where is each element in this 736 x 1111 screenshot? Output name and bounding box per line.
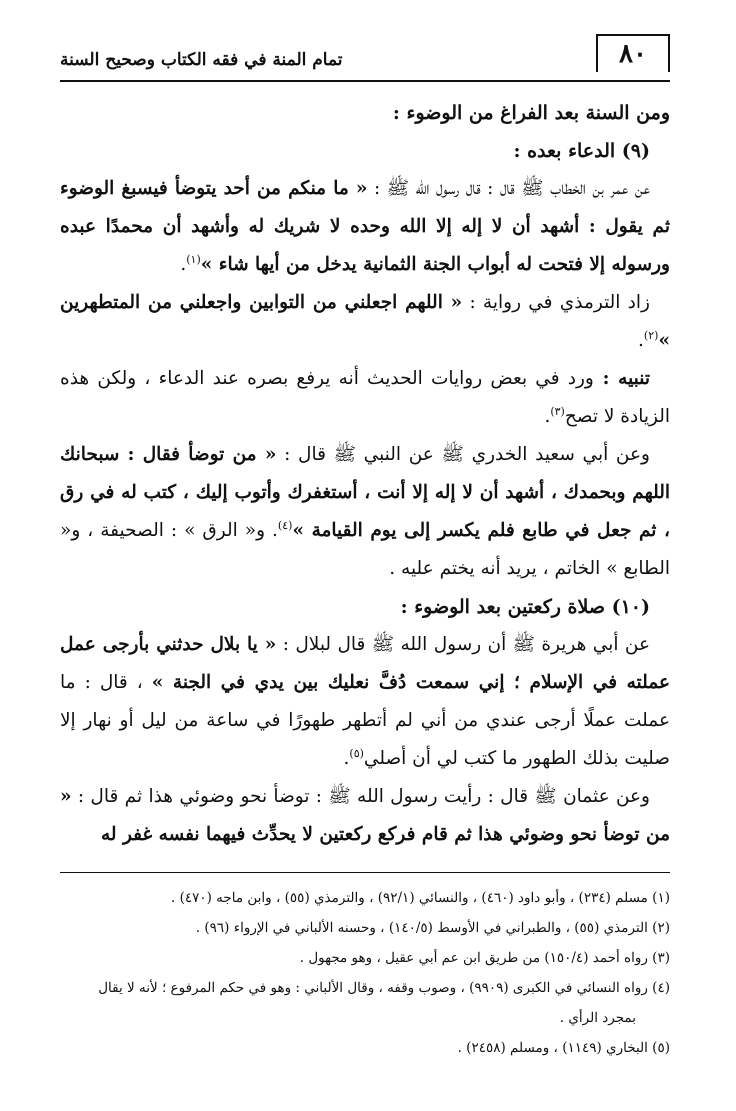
paragraph-abu-hurayra-hadith: عن أبي هريرة ﷺ أن رسول الله ﷺ قال لبلال : « يا بلال حدثني بأرجى عمل عملته في الإسلام ؛ إني سمعت دُفَّ نعليك بين يدي في الجنة » ، قال : ما عملت عملًا أرجى عندي من أني لم أتطهر طهورًا في ساعة من ليل أو نهار إلا صليت بذلك الطهور ما كتب لي أن أصلي$^{(٥)}$. [60, 634, 670, 769]
footnote-4: (٤) رواه النسائي في الكبرى (٩٩٠٩) ، وصوب وقفه ، وقال الألباني : وهو في حكم المرفوع ؛ لأنه لا يقال [98, 980, 670, 996]
footnote-ref-1[interactable]: (١) [186, 252, 201, 266]
heading-two-rakat: (١٠) صلاة ركعتين بعد الوضوء : [400, 596, 650, 618]
footnote-5: (٥) البخاري (١١٤٩) ، ومسلم (٢٤٥٨) . [457, 1040, 670, 1056]
hadith-text: « من توضأ فقال : سبحانك اللهم وبحمدك ، أشهد أن لا إله إلا أنت ، أستغفرك وأتوب إليك ، كتب له في رق ، ثم جعل في طابع فلم يكسر إلى يوم القيامة » [60, 444, 670, 541]
heading-dua-after-wudu: (٩) الدعاء بعده : [513, 140, 650, 162]
footnote-3: (٣) رواه أحمد (١٥٠/٤) من طريق ابن عم أبي عقيل ، وهو مجهول . [299, 950, 670, 966]
paragraph-umar-hadith: عن عمر بن الخطاب ﷺ قال : قال رسول الله ﷺ : « ما منكم من أحد يتوضأ فيسبغ الوضوء ثم يقول : أشهد أن لا إله إلا الله وحده لا شريك له وأشهد أن محمدًا عبده ورسوله إلا فتحت له أبواب الجنة الثمانية يدخل من أيها شاء »$^{(١)}$. [60, 178, 670, 275]
paragraph-uthman-hadith [60, 778, 670, 854]
book-title: تمام المنة في فقه الكتاب وصحيح السنة [60, 50, 343, 70]
main-text [60, 94, 670, 854]
hadith-text: « ما منكم من أحد يتوضأ فيسبغ الوضوء ثم يقول : أشهد أن لا إله إلا الله وحده لا شريك له وأشهد أن محمدًا عبده ورسوله إلا فتحت له أبواب الجنة الثمانية يدخل من أيها شاء » [60, 178, 670, 275]
footnote-ref-4[interactable]: (٤) [277, 518, 293, 532]
paragraph-abu-said-hadith [60, 436, 670, 588]
narration-intro: وعن عثمان ﷺ قال : رأيت رسول الله ﷺ : توضأ نحو وضوئي هذا ثم قال : [71, 786, 650, 807]
footnote-ref-2[interactable]: (٢) [643, 328, 659, 342]
note-label: تنبيه : [593, 368, 650, 389]
hadith-text: « من توضأ نحو وضوئي هذا ثم قام فركع ركعتين لا يحدِّث فيهما نفسه غفر له [60, 786, 670, 845]
section-intro: ومن السنة بعد الفراغ من الوضوء : [392, 102, 670, 124]
book-page [60, 30, 670, 1090]
footnote-2: (٢) الترمذي (٥٥) ، والطبراني في الأوسط (١٤٠/٥) ، وحسنه الألباني في الإرواء (٩٦) . [195, 920, 670, 936]
bilal-reply: ، قال : ما عملت عملًا أرجى عندي من أني لم أتطهر طهورًا في ساعة من ليل أو نهار إلا صليت بذلك الطهور ما كتب لي أن أصلي [60, 672, 670, 769]
narration-intro: عن عمر بن الخطاب ﷺ قال : قال رسول الله ﷺ : [367, 178, 650, 199]
paragraph-note: تنبيه : ورد في بعض روايات الحديث أنه يرفع بصره عند الدعاء ، ولكن هذه الزيادة لا تصح$^{(٣)}$. [60, 368, 670, 427]
word-explanation: . و« الرق » : الصحيفة ، و« الطابع » الخاتم ، يريد أنه يختم عليه . [60, 520, 670, 579]
page-header [60, 30, 670, 82]
footnote-4-continued: بمجرد الرأي . [559, 1010, 636, 1026]
paragraph-tirmidhi-addition: زاد الترمذي في رواية : « اللهم اجعلني من التوابين واجعلني من المتطهرين »$^{(٢)}$. [60, 292, 670, 351]
hadith-text: « يا بلال حدثني بأرجى عمل عملته في الإسلام ؛ إني سمعت دُفَّ نعليك بين يدي في الجنة » [60, 634, 670, 693]
narration-intro: زاد الترمذي في رواية : [462, 292, 650, 313]
narration-intro: وعن أبي سعيد الخدري ﷺ عن النبي ﷺ قال : [276, 444, 650, 465]
footnote-ref-3[interactable]: (٣) [550, 404, 565, 418]
hadith-text: « اللهم اجعلني من التوابين واجعلني من المتطهرين » [60, 292, 670, 351]
narration-intro: عن أبي هريرة ﷺ أن رسول الله ﷺ قال لبلال : [276, 634, 650, 655]
footnotes [60, 883, 670, 1063]
footnote-divider [60, 872, 670, 873]
footnote-1: (١) مسلم (٢٣٤) ، وأبو داود (٤٦٠) ، والنسائي (٩٢/١) ، والترمذي (٥٥) ، وابن ماجه (٤٧٠) . [171, 890, 670, 906]
note-text: ورد في بعض روايات الحديث أنه يرفع بصره عند الدعاء ، ولكن هذه الزيادة لا تصح [60, 368, 670, 427]
page-number: ٨٠ [596, 34, 670, 72]
footnote-ref-5[interactable]: (٥) [349, 746, 364, 760]
